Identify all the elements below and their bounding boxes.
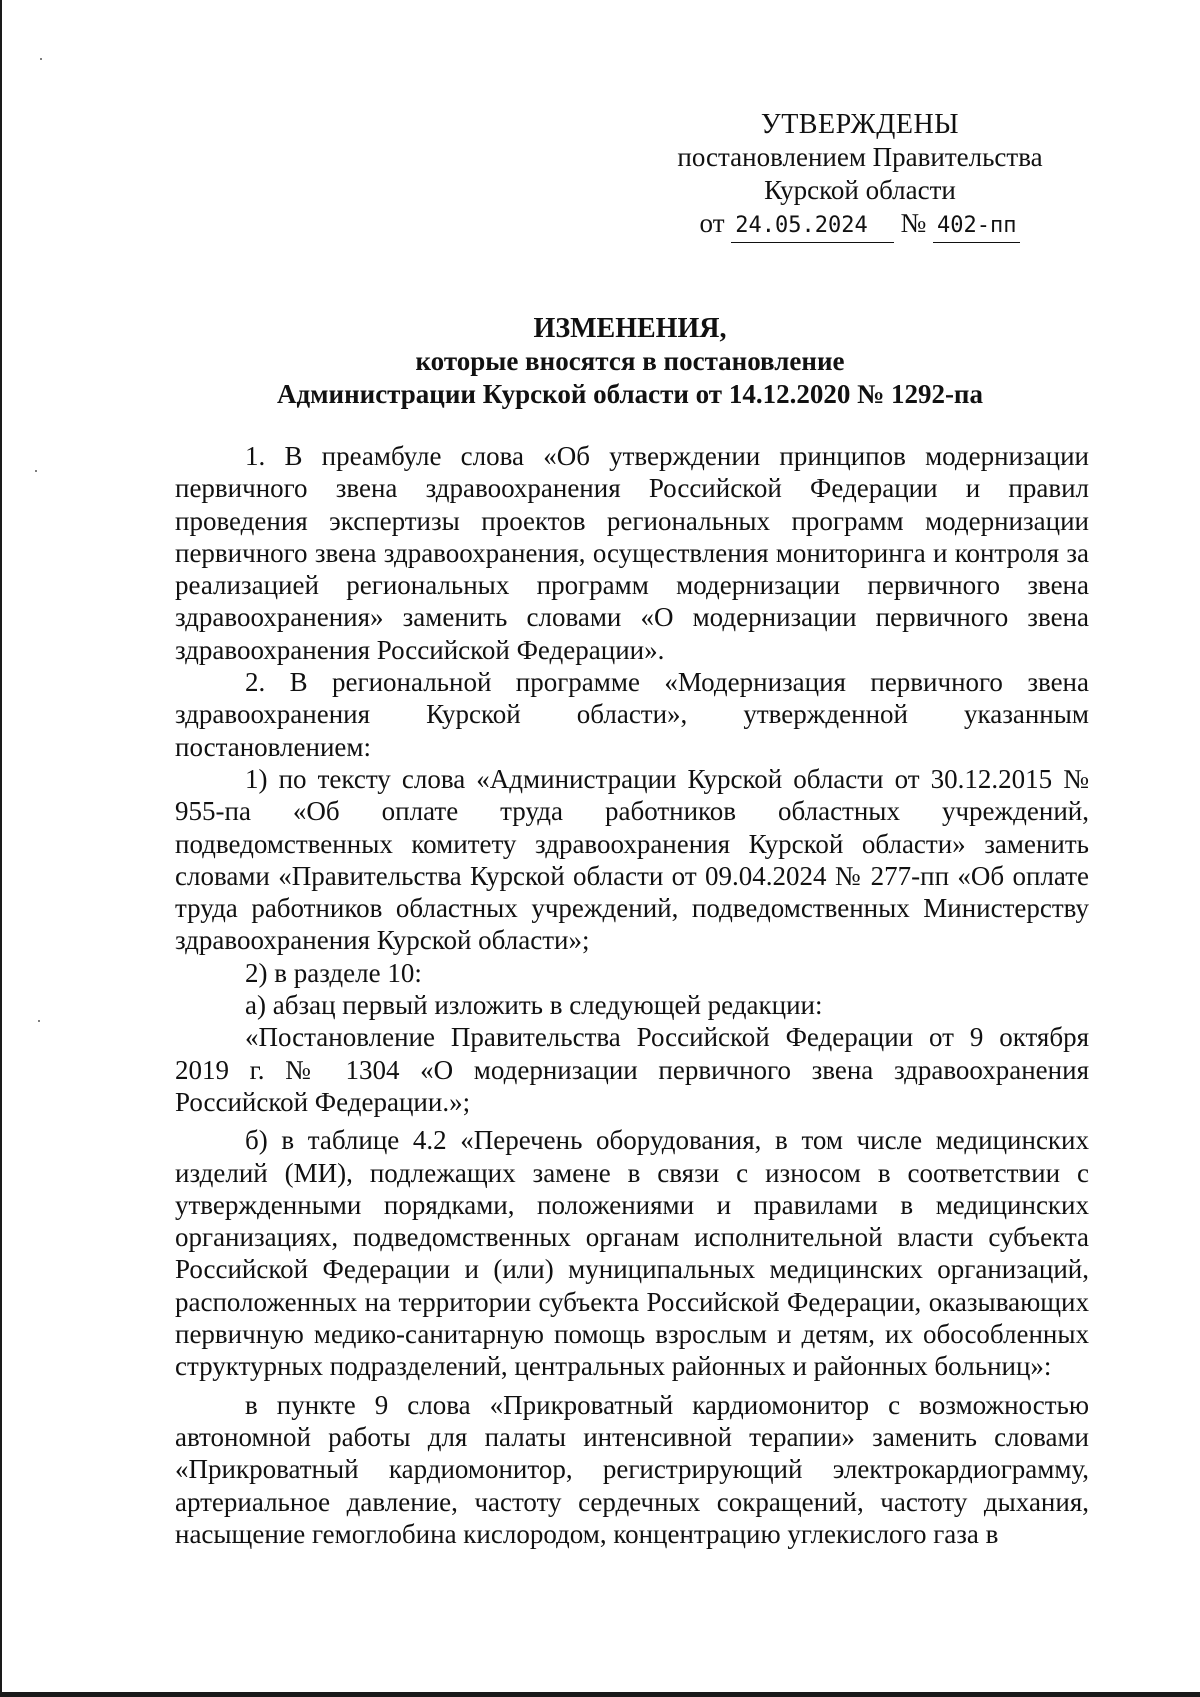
heading-title: ИЗМЕНЕНИЯ, — [533, 313, 727, 344]
paragraph: «Постановление Правительства Российской Федерации от 9 октября 2019 г. № 1304 «О модернизации первичного звена здравоохранения Российской Федерации.»; — [175, 1022, 1089, 1117]
scan-edge-left — [0, 0, 2, 1697]
heading-line-2: которые вносятся в постановление — [415, 346, 845, 376]
approval-line-2: Курской области — [764, 175, 956, 205]
paragraph: 1. В преамбуле слова «Об утверждении принципов модернизации первичного звена здравоохранения Российской Федерации и правил проведения экспертизы проектов региональных программ модернизации первичного звена здравоохранения, осуществления мониторинга и контроля за реализацией региональных программ модернизации первичного звена здравоохранения» заменить словами «О модернизации первичного звена здравоохранения Российской Федерации». — [175, 441, 1089, 665]
approval-date-number-line — [650, 207, 1070, 243]
paragraph: а) абзац первый изложить в следующей редакции: — [245, 990, 823, 1021]
paragraph: 1) по тексту слова «Администрации Курской области от 30.12.2015 № 955-па «Об оплате труда работников областных учреждений, подведомственных комитету здравоохранения Курской области» заменить словами «Правительства Курской области от 09.04.2024 № 277-пп «Об оплате труда работников областных учреждений, подведомственных Министерству здравоохранения Курской области»; — [175, 763, 1089, 956]
scan-speck — [35, 470, 37, 472]
number-prefix: № — [900, 208, 927, 238]
approval-title: УТВЕРЖДЕНЫ — [760, 109, 960, 140]
document-body — [175, 440, 1089, 1550]
heading-line-3: Администрации Курской области от 14.12.2020 № 1292-па — [276, 379, 983, 409]
approval-stamp-block — [650, 108, 1070, 243]
approval-date: 24.05.2024 — [731, 209, 893, 243]
scan-edge-bottom — [0, 1692, 1200, 1697]
paragraph: в пункте 9 слова «Прикроватный кардиомонитор с возможностью автономной работы для палаты интенсивной терапии» заменить словами «Прикроватный кардиомонитор, регистрирующий электрокардиограмму, артериальное давление, частоту сердечных сокращений, частоту дыхания, насыщение гемоглобина кислородом, концентрацию углекислого газа в — [175, 1389, 1089, 1549]
document-heading — [175, 312, 1085, 411]
paragraph: 2. В региональной программе «Модернизация первичного звена здравоохранения Курской области», утвержденной указанным постановлением: — [175, 667, 1089, 762]
paragraph: б) в таблице 4.2 «Перечень оборудования, в том числе медицинских изделий (МИ), подлежащих замене в связи с износом в соответствии с утвержденными порядками, положениями и правилами в медицинских организациях, подведомственных органам исполнительной власти субъекта Российской Федерации и (или) муниципальных медицинских организаций, расположенных на территории субъекта Российской Федерации, оказывающих первичную медико-санитарную помощь взрослым и детям, их обособленных структурных подразделений, центральных районных и районных больниц»: — [175, 1125, 1089, 1382]
date-prefix: от — [699, 208, 725, 238]
approval-number: 402-пп — [933, 209, 1020, 243]
scan-speck — [40, 58, 42, 60]
paragraph: 2) в разделе 10: — [245, 957, 422, 988]
scan-speck — [38, 1020, 40, 1022]
approval-line-1: постановлением Правительства — [677, 142, 1043, 172]
